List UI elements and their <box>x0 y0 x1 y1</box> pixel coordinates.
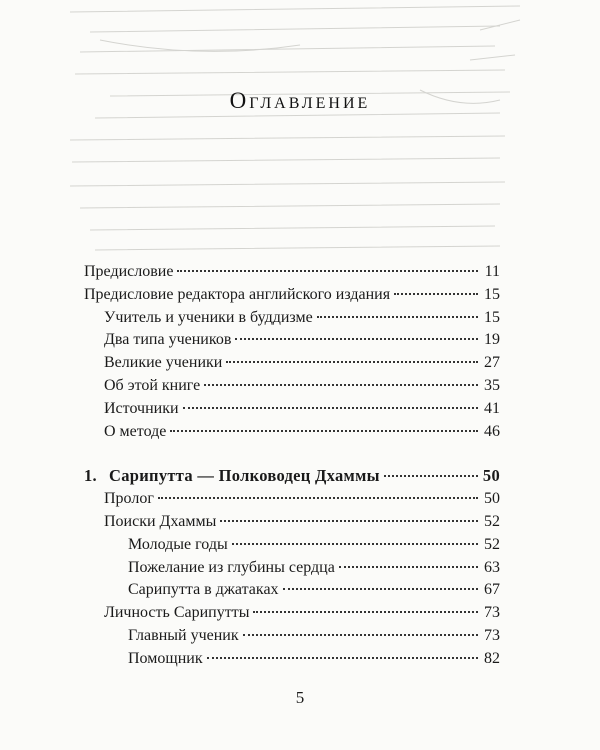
page-number: 5 <box>295 688 305 707</box>
toc-entry-great-disciples[interactable] <box>84 352 500 375</box>
dot-leader <box>204 384 478 386</box>
toc-page-number: 15 <box>484 285 500 303</box>
toc-page-number: 73 <box>484 626 500 644</box>
toc-entry-jatakas[interactable] <box>84 579 500 602</box>
toc-entry-label: Поиски Дхаммы <box>104 512 217 530</box>
toc-page-number: 46 <box>484 422 500 440</box>
toc-page-number: 67 <box>484 581 500 599</box>
dot-leader <box>394 293 478 295</box>
dot-leader <box>232 543 478 545</box>
toc-entry-label: Главный ученик <box>128 626 239 644</box>
dot-leader <box>339 566 478 568</box>
page-title: Оглавление <box>229 88 371 113</box>
toc-entry-label: Учитель и ученики в буддизме <box>104 308 313 326</box>
toc-page-number: 50 <box>484 490 500 508</box>
toc-entry-label: Пожелание из глубины сердца <box>128 558 335 576</box>
dot-leader <box>253 611 478 613</box>
toc-entry-chief-disciple[interactable] <box>84 625 500 648</box>
toc-page-number: 52 <box>484 535 500 553</box>
toc-entry-two-types[interactable] <box>84 329 500 352</box>
toc-entry-about-book[interactable] <box>84 375 500 398</box>
dot-leader <box>226 361 478 363</box>
toc-page-number: 15 <box>484 308 500 326</box>
toc-entry-label: Об этой книге <box>104 376 201 394</box>
toc-page-number: 11 <box>484 263 500 280</box>
chapter-label: Сарипутта — Полководец Дхаммы <box>108 466 380 486</box>
toc-entry-editor-preface[interactable] <box>84 284 500 307</box>
toc-entry-personality[interactable] <box>84 602 500 625</box>
toc-entry-label: Помощник <box>128 649 203 667</box>
toc-entry-label: Личность Сарипутты <box>104 604 250 622</box>
toc-entry-method[interactable] <box>84 421 500 444</box>
dot-leader <box>243 634 478 636</box>
dot-leader <box>384 475 478 477</box>
toc-page-number: 35 <box>484 376 500 394</box>
toc-entry-label: О методе <box>104 422 167 440</box>
toc-page-number: 27 <box>484 354 500 372</box>
toc-entry-heartfelt-wish[interactable] <box>84 557 500 580</box>
dot-leader <box>158 497 478 499</box>
toc-page-number: 50 <box>482 466 500 486</box>
toc-page-number: 19 <box>484 331 500 349</box>
toc-entry-preface[interactable] <box>84 261 500 284</box>
chapter-number: 1. <box>84 466 97 486</box>
toc-entry-label: Молодые годы <box>128 535 228 553</box>
toc-page-number: 82 <box>484 649 500 667</box>
toc-entry-label: Великие ученики <box>104 354 223 372</box>
dot-leader <box>170 430 478 432</box>
toc-page-number: 41 <box>484 399 500 417</box>
toc-entry-helper[interactable] <box>84 648 500 671</box>
toc-entry-young-years[interactable] <box>84 534 500 557</box>
bleed-through-text <box>0 0 600 260</box>
toc-page-number: 52 <box>484 512 500 530</box>
toc-page-number: 63 <box>484 558 500 576</box>
toc-entry-prologue[interactable] <box>84 488 500 511</box>
toc-entry-teacher-and-students[interactable] <box>84 307 500 330</box>
section-spacer <box>84 443 500 465</box>
toc-entry-label: Пролог <box>104 490 154 508</box>
dot-leader <box>177 270 478 272</box>
toc-chapter-1[interactable] <box>84 465 500 488</box>
toc-page-number: 73 <box>484 604 500 622</box>
dot-leader <box>183 407 478 409</box>
toc-entry-label: Источники <box>104 399 179 417</box>
dot-leader <box>207 657 478 659</box>
toc-entry-sources[interactable] <box>84 398 500 421</box>
toc-entry-search-dhamma[interactable] <box>84 511 500 534</box>
toc-entry-label: Предисловие редактора английского издания <box>84 285 391 303</box>
dot-leader <box>235 338 478 340</box>
table-of-contents <box>84 261 500 671</box>
toc-entry-label: Предисловие <box>84 263 174 280</box>
dot-leader <box>220 520 478 522</box>
dot-leader <box>283 588 478 590</box>
toc-chapter-title <box>84 465 380 488</box>
dot-leader <box>317 316 478 318</box>
toc-entry-label: Два типа учеников <box>104 331 232 349</box>
toc-entry-label: Сарипутта в джатаках <box>128 581 279 599</box>
